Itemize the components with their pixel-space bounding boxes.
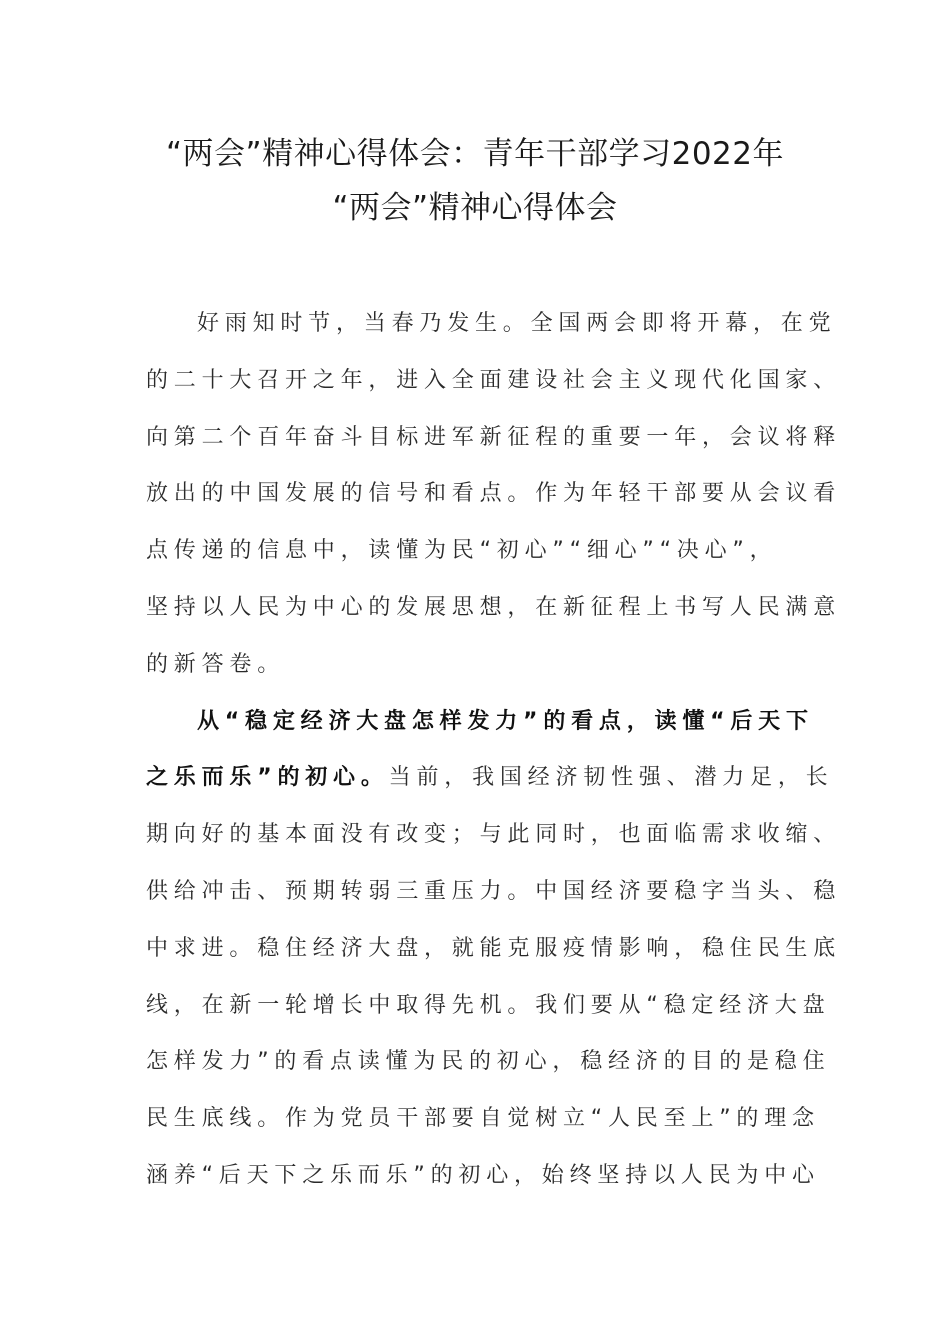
- paragraph-2-line: 中求进。稳住经济大盘，就能克服疫情影响，稳住民生底: [146, 935, 842, 961]
- paragraph-2-line: 供给冲击、预期转弱三重压力。中国经济要稳字当头、稳: [146, 878, 842, 904]
- paragraph-1-line: 向第二个百年奋斗目标进军新征程的重要一年，会议将释: [146, 424, 842, 450]
- paragraph-2-line-text: 当前，我国经济韧性强、潜力足，长: [388, 765, 834, 791]
- document-body: [146, 296, 842, 1205]
- paragraph-1-line: 坚持以人民为中心的发展思想，在新征程上书写人民满意: [146, 594, 842, 620]
- paragraph-1-line: 的二十大召开之年，进入全面建设社会主义现代化国家、: [146, 367, 842, 393]
- paragraph-2-line: 线，在新一轮增长中取得先机。我们要从“稳定经济大盘: [146, 992, 831, 1018]
- paragraph-2-line: 涵养“后天下之乐而乐”的初心，始终坚持以人民为中心: [146, 1162, 820, 1188]
- paragraph-2-line: 怎样发力”的看点读懂为民的初心，稳经济的目的是稳住: [146, 1049, 831, 1075]
- paragraph-1-line: 点传递的信息中，读懂为民“初心”“细心”“决心”，: [146, 538, 778, 564]
- paragraph-2-heading-line: 从“稳定经济大盘怎样发力”的看点，读懂“后天下: [197, 708, 814, 734]
- document-title-line-2: “两会”精神心得体会: [332, 190, 618, 226]
- document-title-line-1: “两会”精神心得体会：青年干部学习2022年: [165, 136, 784, 172]
- paragraph-1-line: 的新答卷。: [146, 651, 286, 677]
- paragraph-2-line: [146, 750, 834, 807]
- paragraph-1-line: 好雨知时节，当春乃发生。全国两会即将开幕，在党: [197, 311, 837, 336]
- paragraph-2-line: 民生底线。作为党员干部要自觉树立“人民至上”的理念: [146, 1106, 820, 1132]
- paragraph-1-line: 放出的中国发展的信号和看点。作为年轻干部要从会议看: [146, 481, 842, 507]
- paragraph-2-line: 期向好的基本面没有改变；与此同时，也面临需求收缩、: [146, 822, 842, 848]
- paragraph-2-heading-end: 之乐而乐”的初心。: [146, 765, 389, 791]
